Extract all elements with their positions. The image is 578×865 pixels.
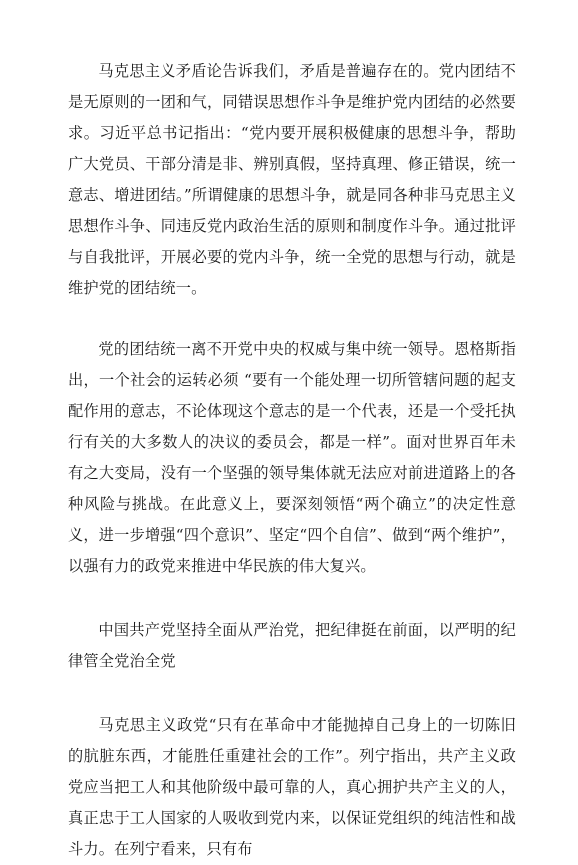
paragraph-marxist-party: 马克思主义政党“只有在革命中才能抛掉自己身上的一切陈旧的肮脏东西，才能胜任重建社会的工作”。列宁指出，共产主义政党应当把工人和其他阶级中最可靠的人，真心拥护共产主义的人，真正忠于工人国家的人吸收到党内来，以保证党组织的纯洁性和战斗力。在列宁看来，只有布: [68, 716, 516, 858]
section-heading-strict-governance: 中国共产党坚持全面从严治党，把纪律挺在前面，以严明的纪律管全党治全党: [68, 621, 516, 670]
paragraph-contradiction-theory: 马克思主义矛盾论告诉我们，矛盾是普遍存在的。党内团结不是无原则的一团和气，同错误思想作斗争是维护党内团结的必然要求。习近平总书记指出：“党内要开展积极健康的思想斗争，帮助广大党员、干部分清是非、辨别真假，坚持真理、修正错误，统一意志、增进团结。”所谓健康的思想斗争，就是同各种非马克思主义思想作斗争、同违反党内政治生活的原则和制度作斗争。通过批评与自我批评，开展必要的党内斗争，统一全党的思想与行动，就是维护党的团结统一。: [68, 62, 516, 297]
paragraph-central-authority: 党的团结统一离不开党中央的权威与集中统一领导。恩格斯指出，一个社会的运转必须 “要有一个能处理一切所管辖问题的起支配作用的意志，不论体现这个意志的是一个代表，还是一个受托执行有关的大多数人的决议的委员会，都是一样”。面对世界百年未有之大变局，没有一个坚强的领导集体就无法应对前进道路上的各种风险与挑战。在此意义上，要深刻领悟“两个确立”的决定性意义，进一步增强“四个意识”、坚定“四个自信”、做到“两个维护”，以强有力的政党来推进中华民族的伟大复兴。: [68, 340, 516, 575]
